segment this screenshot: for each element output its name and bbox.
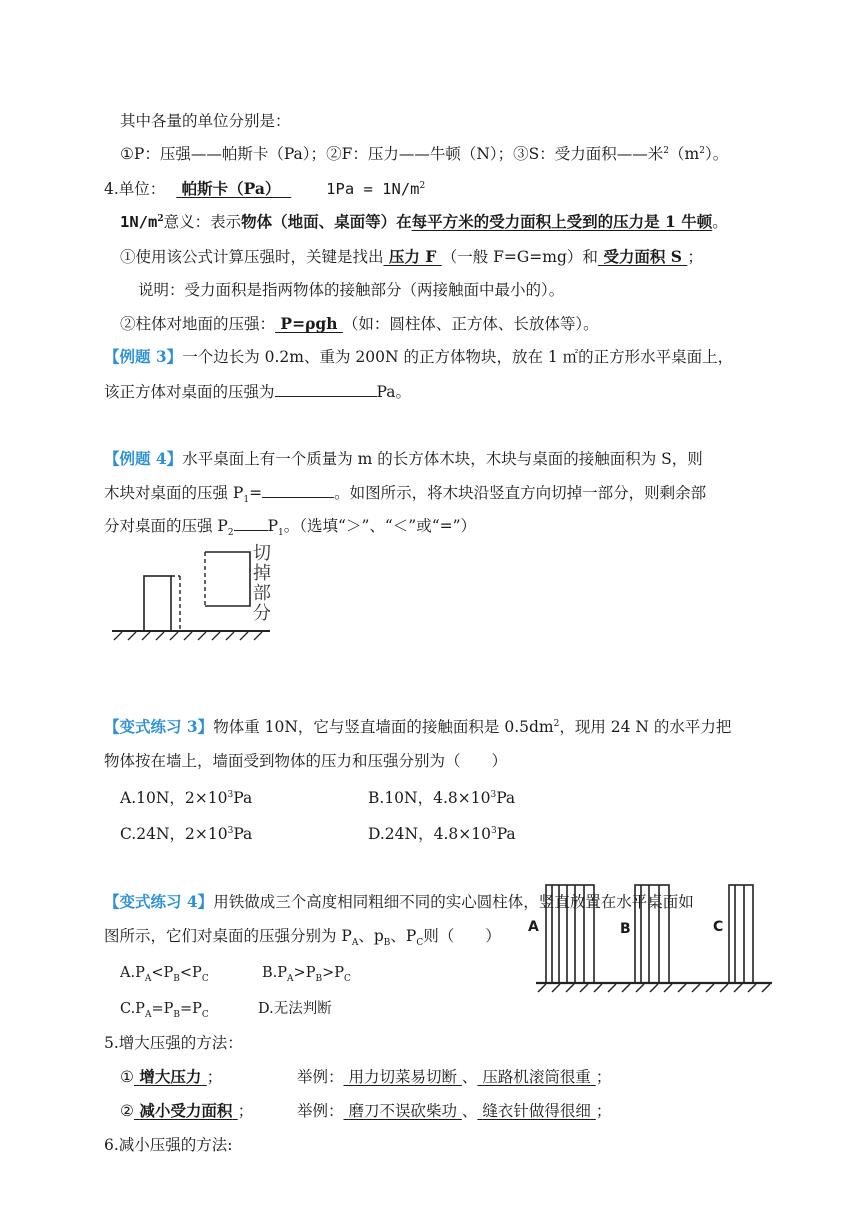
- note-force-text: 压力 F: [388, 247, 437, 266]
- units-intro: 其中各量的单位分别是：: [120, 112, 291, 130]
- note-area-text: 受力面积 S: [603, 247, 682, 266]
- v4-a-s2: B: [173, 973, 180, 984]
- v4-sc: C: [416, 938, 424, 949]
- increase-row-1: [120, 1066, 222, 1088]
- ex4-l3a: 分对桌面的压强 P: [104, 517, 228, 535]
- ex4-l2b: =: [249, 484, 263, 502]
- v4-b-p3: P: [334, 965, 344, 981]
- note-t3: ；: [687, 248, 703, 266]
- v3-d-post: Pa: [496, 825, 516, 843]
- v4-b-op1: >: [293, 965, 306, 981]
- v4-c-p2: P: [163, 1001, 174, 1017]
- example-4-compare-blank[interactable]: [234, 514, 268, 531]
- example-3-answer-blank[interactable]: [275, 380, 377, 397]
- v4-a-p2: P: [163, 965, 174, 981]
- example-3-tag: 【例题 3】: [104, 347, 183, 366]
- example-4-text: 水平桌面上有一个质量为 m 的长方体木块，木块与桌面的接触面积为 S，则: [182, 450, 703, 468]
- v4-sb: B: [383, 938, 391, 949]
- example-3-line2-pre: 该正方体对桌面的压强为: [104, 383, 275, 401]
- meaning-t3: 每平方米的受力面积上受到的压力是 1 牛顿: [411, 212, 713, 231]
- inc1-eg: 举例：: [297, 1068, 344, 1086]
- v3-a-post: Pa: [233, 789, 253, 807]
- cylinder-label-a: A: [528, 919, 539, 935]
- meaning-t1: 意义：表示: [163, 213, 242, 231]
- note-area: [598, 247, 687, 266]
- unit-p: ①P：压强——帕斯卡（Pa）；: [120, 145, 327, 163]
- column-formula: [275, 314, 343, 333]
- v4-c-p3: P: [192, 1001, 202, 1017]
- v4-c-s1: A: [144, 1009, 152, 1020]
- meaning-unit: 1N/m: [120, 213, 158, 231]
- variant-3-option-a[interactable]: [120, 787, 252, 809]
- unit-s: ③S：受力面积——米: [513, 145, 664, 163]
- unit-s-sup: 2: [663, 145, 669, 156]
- v4-l2d: 则（ ）: [423, 927, 501, 945]
- ex4-sub2: 2: [227, 528, 234, 539]
- example-4-tag: 【例题 4】: [104, 449, 183, 468]
- v4-a-op2: <: [179, 965, 193, 981]
- inc1-e1-text: 用力切菜易切断: [348, 1068, 457, 1086]
- variant-4-tag: 【变式练习 4】: [104, 892, 214, 911]
- increase-row-2-example: [297, 1100, 611, 1122]
- ex4-sub3: 1: [278, 528, 284, 539]
- unit-s-post: ）。: [704, 145, 729, 163]
- example-3-line2: [104, 380, 411, 403]
- v4-b-s1: A: [287, 973, 294, 984]
- unit-s-sup2: 2: [699, 145, 705, 156]
- v4-c-op1: =: [151, 1001, 164, 1017]
- note-t2: （一般 F=G=mg）和: [441, 248, 598, 266]
- v4-l2a: 图所示，它们对桌面的压强分别为 P: [104, 927, 352, 945]
- variant-3-option-d[interactable]: [368, 823, 516, 845]
- increase-row-1-example: [297, 1066, 611, 1088]
- v4-b-s2: B: [315, 973, 323, 984]
- v4-sa: A: [351, 938, 359, 949]
- meaning-sup: 2: [157, 213, 164, 224]
- inc1-num: ①: [120, 1068, 134, 1086]
- variant-3-text: 物体重 10N，它与竖直墙面的接触面积是 0.5dm: [213, 718, 554, 736]
- unit-name: [176, 179, 291, 198]
- increase-title: 5.增大压强的方法：: [104, 1034, 243, 1052]
- meaning-t2: 物体（地面、桌面等）在: [241, 212, 412, 231]
- inc1-sep: 、: [461, 1068, 478, 1086]
- inc2-num: ②: [120, 1102, 134, 1120]
- unit-s-mid: （m: [669, 145, 700, 163]
- v4-c-s2: B: [173, 1009, 180, 1020]
- variant-4-option-d[interactable]: D.无法判断: [258, 1001, 332, 1017]
- v3-c-post: Pa: [233, 825, 253, 843]
- v4-a-p3: P: [192, 965, 202, 981]
- inc1-end: ；: [595, 1068, 612, 1086]
- formula-note: [120, 246, 703, 268]
- example-4-line1: [104, 448, 703, 470]
- v3-b-pre: B.10N，4.8×10: [368, 789, 491, 807]
- inc2-e1-text: 磨刀不误砍柴功: [348, 1102, 457, 1120]
- example-4-line2: [104, 481, 706, 504]
- unit-meaning: [120, 211, 728, 233]
- v3-a-sup: 3: [227, 789, 234, 800]
- v4-a-op1: <: [151, 965, 164, 981]
- example-3-line1: [104, 346, 733, 368]
- variant-3-sup: 2: [553, 718, 560, 729]
- unit-f: ②F：压力——牛顿（N）；: [326, 145, 514, 163]
- inc2-eg: 举例：: [297, 1102, 344, 1120]
- v3-b-sup: 3: [490, 789, 497, 800]
- inc2-method-text: 减小受力面积: [139, 1101, 233, 1120]
- unit-name-text: 帕斯卡（Pa）: [181, 179, 281, 198]
- cut-part-label: 切掉部分: [253, 543, 271, 624]
- cylinder-label-c: C: [713, 919, 724, 935]
- unit-def-sup: 2: [419, 180, 426, 191]
- ex4-l3c: 。（选填“＞”、“＜”或“=”）: [283, 517, 477, 535]
- v4-a-s3: C: [201, 973, 209, 984]
- meaning-t4: 。: [712, 213, 728, 231]
- decrease-title: 6.减小压强的方法:: [104, 1136, 233, 1154]
- variant-4-line2: [104, 925, 501, 947]
- variant-3-line1: [104, 716, 731, 738]
- inc1-e2-text: 压路机滚筒很重: [482, 1068, 591, 1086]
- ex4-l2c: 。如图所示，将木块沿竖直方向切掉一部分，则剩余部: [334, 484, 707, 502]
- ex4-l2a: 木块对桌面的压强 P: [104, 484, 244, 502]
- example-4-p1-blank[interactable]: [262, 481, 334, 498]
- column-t1: ②柱体对地面的压强：: [120, 315, 276, 333]
- v4-b-op2: >: [322, 965, 335, 981]
- variant-4-option-c[interactable]: [120, 998, 209, 1020]
- inc2-e2: [477, 1102, 595, 1120]
- example-3-line2-post: Pa。: [376, 383, 411, 401]
- v4-c-s3: C: [201, 1009, 209, 1020]
- v4-c-p: C.P: [120, 1001, 145, 1017]
- v4-b-p: B.P: [262, 965, 288, 981]
- v3-d-pre: D.24N，4.8×10: [368, 825, 491, 843]
- inc2-semi: ；: [237, 1102, 254, 1120]
- inc1-method-text: 增大压力: [139, 1067, 202, 1086]
- inc2-end: ；: [595, 1102, 612, 1120]
- unit-line: [104, 178, 425, 200]
- cylinders-figure: [522, 880, 780, 998]
- v3-d-sup: 3: [490, 825, 497, 836]
- example-4-line3: [104, 514, 476, 537]
- inc1-e1: [344, 1068, 462, 1086]
- inc1-e2: [477, 1068, 595, 1086]
- variant-3-line2: 物体按在墙上，墙面受到物体的压力和压强分别为（ ）: [104, 752, 508, 770]
- variant-3-text-b: ，现用 24 N 的水平力把: [559, 718, 732, 736]
- v3-a-pre: A.10N，2×10: [120, 789, 228, 807]
- variant-4-option-a[interactable]: [120, 962, 209, 984]
- v4-a-s1: A: [144, 973, 152, 984]
- variant-3-option-c[interactable]: [120, 823, 252, 845]
- variant-4-option-b[interactable]: [262, 962, 351, 984]
- v3-c-pre: C.24N，2×10: [120, 825, 228, 843]
- variant-3-tag: 【变式练习 3】: [104, 717, 214, 736]
- variant-3-option-b[interactable]: [368, 787, 515, 809]
- inc2-sep: 、: [461, 1102, 478, 1120]
- v3-b-post: Pa: [496, 789, 516, 807]
- inc2-method: [134, 1101, 238, 1120]
- v4-l2c: 、P: [390, 927, 417, 945]
- ex4-sub1: 1: [243, 495, 250, 506]
- cylinder-label-b: B: [620, 921, 631, 937]
- units-list: [120, 143, 728, 165]
- v4-l2b: 、p: [358, 927, 384, 945]
- explain-line: 说明：受力面积是指两物体的接触部分（两接触面中最小的）。: [138, 281, 565, 299]
- v4-c-op2: =: [180, 1001, 193, 1017]
- inc2-e1: [344, 1102, 462, 1120]
- v4-a-p: A.P: [120, 965, 145, 981]
- v4-b-s3: C: [344, 973, 351, 984]
- example-3-text: 一个边长为 0.2m、重为 200N 的正方体物块，放在 1 ㎡的正方形水平桌面上，: [182, 348, 734, 366]
- variant-4-text: 用铁做成三个高度相同粗细不同的实心圆柱体，竖直放置在水平桌面如: [213, 893, 694, 911]
- note-force: [384, 247, 442, 266]
- v3-c-sup: 3: [227, 825, 234, 836]
- v4-b-p2: P: [305, 965, 316, 981]
- column-formula-text: P=ρgh: [280, 314, 338, 333]
- unit-num: 4.单位：: [104, 180, 166, 198]
- note-t1: ①使用该公式计算压强时，关键是找出: [120, 248, 384, 266]
- inc1-semi: ；: [206, 1068, 223, 1086]
- inc1-method: [134, 1067, 207, 1086]
- increase-row-2: [120, 1100, 253, 1122]
- column-t2: （如：圆柱体、正方体、长放体等）。: [342, 315, 599, 333]
- ex4-l3b: P: [267, 517, 279, 535]
- unit-definition: 1Pa = 1N/m: [326, 180, 420, 198]
- inc2-e2-text: 缝衣针做得很细: [482, 1102, 591, 1120]
- column-pressure: [120, 313, 599, 335]
